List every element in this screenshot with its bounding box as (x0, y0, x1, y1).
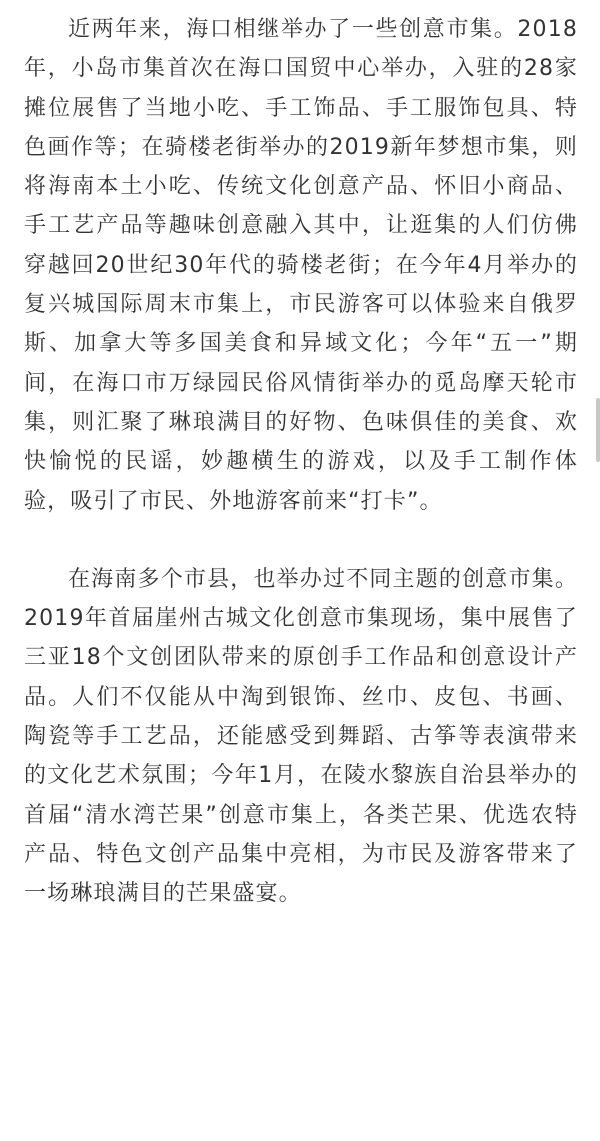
article-paragraph-2: 在海南多个市县，也举办过不同主题的创意市集。2019年首届崖州古城文化创意市集现场，集中展售了三亚18个文创团队带来的原创手工作品和创意设计产品。人们不仅能从中淘到银饰、丝巾、皮包、书画、陶瓷等手工艺品，还能感受到舞蹈、古筝等表演带来的文化艺术氛围；今年1月，在陵水黎族自治县举办的首届“清水湾芒果”创意市集上，各类芒果、优选农特产品、特色文创产品集中亮相，为市民及游客带来了一场琳琅满目的芒果盛宴。 (24, 566, 578, 907)
scrollbar-thumb[interactable] (596, 398, 600, 462)
article-body (24, 10, 578, 914)
article-paragraph-1: 近两年来，海口相继举办了一些创意市集。2018年，小岛市集首次在海口国贸中心举办，入驻的28家摊位展售了当地小吃、手工饰品、手工服饰包具、特色画作等；在骑楼老街举办的2019新年梦想市集，则将海南本土小吃、传统文化创意产品、怀旧小商品、手工艺产品等趣味创意融入其中，让逛集的人们仿佛穿越回20世纪30年代的骑楼老街；在今年4月举办的复兴城国际周末市集上，市民游客可以体验来自俄罗斯、加拿大等多国美食和异域文化；今年“五一”期间，在海口市万绿园民俗风情街举办的觅岛摩天轮市集，则汇聚了琳琅满目的好物、色味俱佳的美食、欢快愉悦的民谣，妙趣横生的游戏，以及手工制作体验，吸引了市民、外地游客前来“打卡”。 (24, 17, 578, 514)
